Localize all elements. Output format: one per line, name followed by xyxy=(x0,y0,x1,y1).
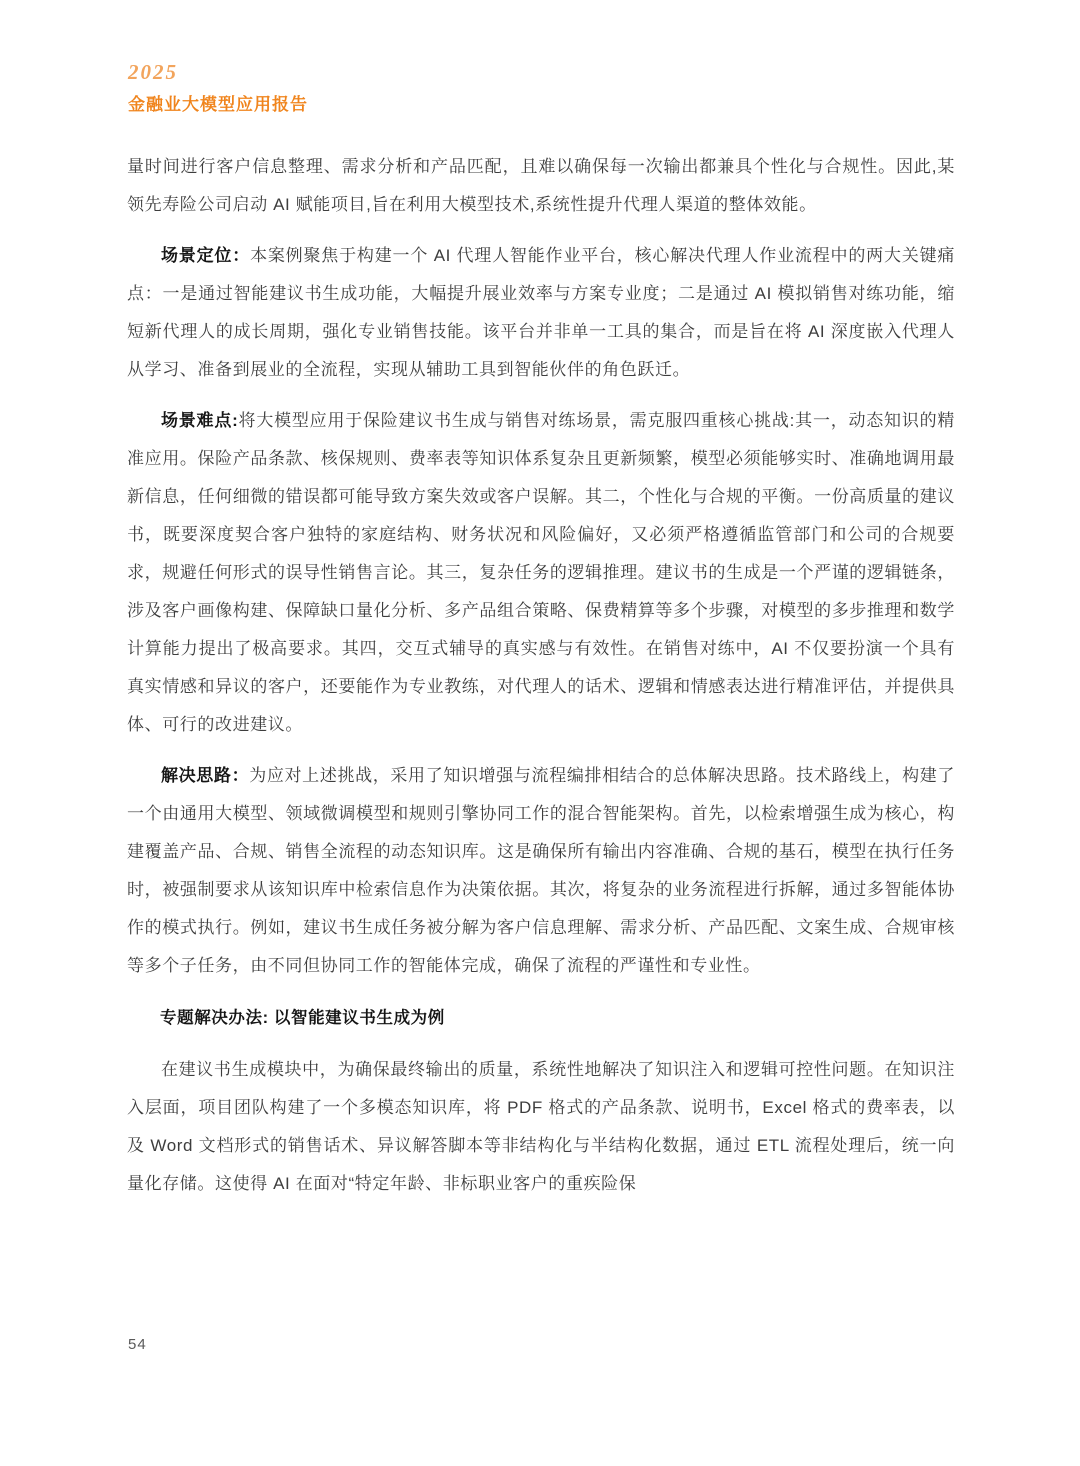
paragraph-solution-approach xyxy=(127,757,955,985)
paragraph-scene-positioning xyxy=(127,237,955,389)
paragraph-proposal-generation xyxy=(127,1051,955,1203)
paragraph-lead: 场景难点: xyxy=(161,411,239,430)
paragraph-text: 为应对上述挑战，采用了知识增强与流程编排相结合的总体解决思路。技术路线上，构建了一个由通用大模型、领域微调模型和规则引擎协同工作的混合智能架构。首先，以检索增强生成为核心，构建覆盖产品、合规、销售全流程的动态知识库。这是确保所有输出内容准确、合规的基石，模型在执行任务时，被强制要求从该知识库中检索信息作为决策依据。其次，将复杂的业务流程进行拆解，通过多智能体协作的模式执行。例如，建议书生成任务被分解为客户信息理解、需求分析、产品匹配、文案生成、合规审核等多个子任务，由不同但协同工作的智能体完成，确保了流程的严谨性和专业性。 xyxy=(127,766,956,975)
paragraph-text: 将大模型应用于保险建议书生成与销售对练场景，需克服四重核心挑战:其一，动态知识的精准应用。保险产品条款、核保规则、费率表等知识体系复杂且更新频繁，模型必须能够实时、准确地调用最新信息，任何细微的错误都可能导致方案失效或客户误解。其二，个性化与合规的平衡。一份高质量的建议书，既要深度契合客户独特的家庭结构、财务状况和风险偏好，又必须严格遵循监管部门和公司的合规要求，规避任何形式的误导性销售言论。其三，复杂任务的逻辑推理。建议书的生成是一个严谨的逻辑链条，涉及客户画像构建、保障缺口量化分析、多产品组合策略、保费精算等多个步骤，对模型的多步推理和数学计算能力提出了极高要求。其四，交互式辅导的真实感与有效性。在销售对练中，AI 不仅要扮演一个具有真实情感和异议的客户，还要能作为专业教练，对代理人的话术、逻辑和情感表达进行精准评估，并提供具体、可行的改进建议。 xyxy=(127,411,955,734)
paragraph-scene-difficulties xyxy=(127,402,955,744)
report-year: 2025 xyxy=(128,60,178,84)
page-header xyxy=(128,60,308,115)
paragraph-lead: 解决思路： xyxy=(161,766,250,785)
report-title: 金融业大模型应用报告 xyxy=(128,95,308,114)
paragraph-lead: 场景定位： xyxy=(161,246,251,265)
page-content xyxy=(127,148,955,1216)
page-footer xyxy=(128,1336,147,1353)
subheading-special-solution: 专题解决办法: 以智能建议书生成为例 xyxy=(160,1009,445,1027)
paragraph-text: 量时间进行客户信息整理、需求分析和产品匹配，且难以确保每一次输出都兼具个性化与合规性。因此,某领先寿险公司启动 AI 赋能项目,旨在利用大模型技术,系统性提升代理人渠道的整体效能。 xyxy=(127,157,955,214)
paragraph-text: 在建议书生成模块中，为确保最终输出的质量，系统性地解决了知识注入和逻辑可控性问题。在知识注入层面，项目团队构建了一个多模态知识库，将 PDF 格式的产品条款、说明书，Excel 格式的费率表，以及 Word 文档形式的销售话术、异议解答脚本等非结构化与半结构化数据，通过 ETL 流程处理后，统一向量化存储。这使得 AI 在面对“特定年龄、非标职业客户的重疾险保 xyxy=(127,1060,955,1193)
paragraph-text: 本案例聚焦于构建一个 AI 代理人智能作业平台，核心解决代理人作业流程中的两大关键痛点：一是通过智能建议书生成功能，大幅提升展业效率与方案专业度；二是通过 AI 模拟销售对练功能，缩短新代理人的成长周期，强化专业销售技能。该平台并非单一工具的集合，而是旨在将 AI 深度嵌入代理人从学习、准备到展业的全流程，实现从辅助工具到智能伙伴的角色跃迁。 xyxy=(127,246,955,379)
page-number: 54 xyxy=(128,1336,147,1353)
paragraph-continuation xyxy=(127,148,955,224)
